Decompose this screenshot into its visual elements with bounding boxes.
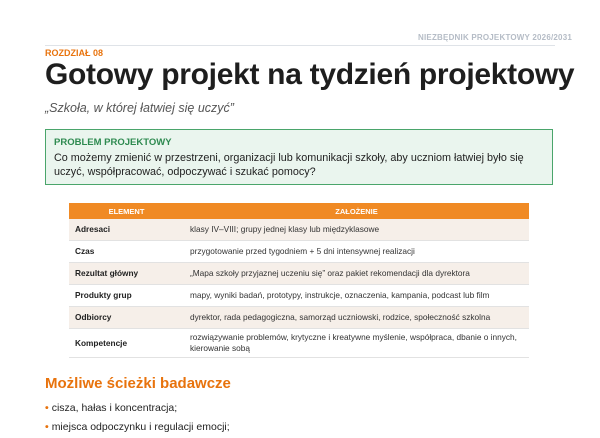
research-section-title: Możliwe ścieżki badawcze xyxy=(45,375,231,392)
row-assumption: rozwiązywanie problemów, krytyczne i kreatywne myślenie, współpraca, dbanie o innych, kierowanie sobą xyxy=(184,329,529,358)
row-assumption: dyrektor, rada pedagogiczna, samorząd uczniowski, rodzice, społeczność szkolna xyxy=(184,307,529,329)
research-list xyxy=(45,399,230,437)
table-row xyxy=(69,219,529,241)
row-assumption: klasy IV–VIII; grupy jednej klasy lub międzyklasowe xyxy=(184,219,529,241)
page-subtitle: „Szkoła, w której łatwiej się uczyć” xyxy=(45,101,234,115)
list-item-text: cisza, hałas i koncentracja; xyxy=(51,402,178,414)
row-assumption: przygotowanie przed tygodniem + 5 dni intensywnej realizacji xyxy=(184,241,529,263)
row-element: Odbiorcy xyxy=(69,307,184,329)
list-item-text: miejsca odpoczynku i regulacji emocji; xyxy=(51,421,230,433)
table-row xyxy=(69,241,529,263)
column-header-element: ELEMENT xyxy=(69,203,184,219)
problem-box xyxy=(45,129,553,185)
row-element: Produkty grup xyxy=(69,285,184,307)
row-assumption: „Mapa szkoły przyjaznej uczeniu się” oraz pakiet rekomendacji dla dyrektora xyxy=(184,263,529,285)
project-table xyxy=(69,203,529,358)
row-element: Rezultat główny xyxy=(69,263,184,285)
list-item xyxy=(45,418,230,437)
chapter-label: ROZDZIAŁ 08 xyxy=(45,48,104,58)
problem-text: Co możemy zmienić w przestrzeni, organizacji lub komunikacji szkoły, aby uczniom łatwiej było się uczyć, współpracować, odpoczywać i szukać pomocy? xyxy=(54,152,524,178)
row-element: Adresaci xyxy=(69,219,184,241)
table-row xyxy=(69,263,529,285)
list-item xyxy=(45,399,230,418)
table-row xyxy=(69,329,529,358)
problem-label: PROBLEM PROJEKTOWY xyxy=(54,137,172,148)
table-row xyxy=(69,285,529,307)
guide-tag: NIEZBĘDNIK PROJEKTOWY 2026/2031 xyxy=(418,33,572,42)
bullet-icon: • xyxy=(45,402,49,414)
row-element: Kompetencje xyxy=(69,329,184,358)
table-row xyxy=(69,307,529,329)
bullet-icon: • xyxy=(45,421,49,433)
header-rule xyxy=(45,45,555,46)
column-header-assumption: ZAŁOŻENIE xyxy=(184,203,529,219)
row-assumption: mapy, wyniki badań, prototypy, instrukcje, oznaczenia, kampania, podcast lub film xyxy=(184,285,529,307)
row-element: Czas xyxy=(69,241,184,263)
page-title: Gotowy projekt na tydzień projektowy xyxy=(45,58,575,91)
